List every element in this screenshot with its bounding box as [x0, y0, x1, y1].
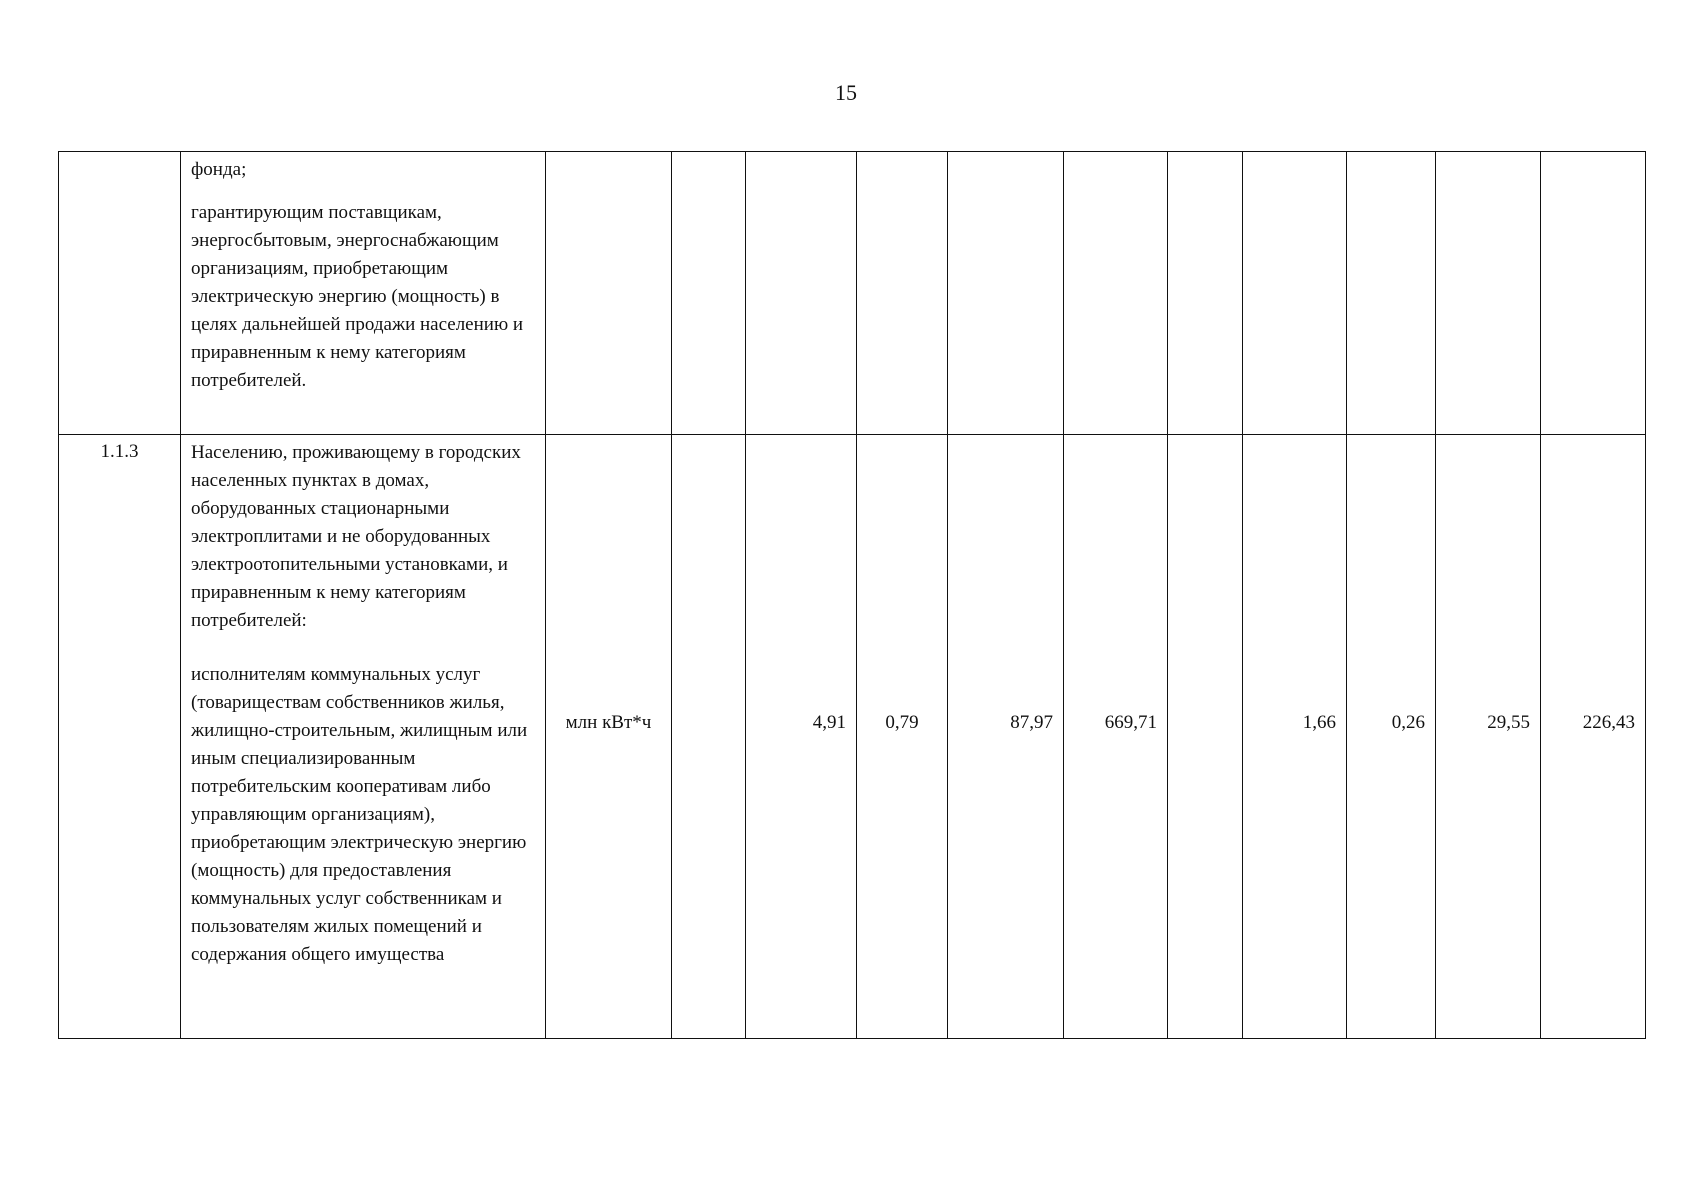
value-cell — [672, 435, 746, 1039]
value-cell — [948, 152, 1064, 435]
description-cell — [181, 152, 546, 435]
value-text: 0,26 — [1391, 712, 1425, 733]
data-table — [58, 151, 1646, 1039]
value-cell — [1541, 435, 1646, 1039]
description-cell — [181, 435, 546, 1039]
value-cell — [1064, 152, 1168, 435]
description-paragraph: фонда; — [191, 159, 247, 180]
value-cell — [857, 435, 948, 1039]
row-number-cell — [59, 152, 181, 435]
value-text: 29,55 — [1487, 712, 1530, 733]
value-cell — [1347, 435, 1436, 1039]
description-paragraph: Населению, проживающему в городских населенных пунктах в домах, оборудованных стационарными электроплитами и не оборудованных электроотопительными установками, и приравненным к нему категориям потребителей: — [191, 442, 521, 631]
value-cell — [1064, 435, 1168, 1039]
description-paragraph: исполнителям коммунальных услуг (товариществам собственников жилья, жилищно-строительным, жилищным или иным специализированным потребительским кооперативам либо управляющим организациям), приобретающим электрическую энергию (мощность) для предоставления коммунальных услуг собственникам и пользователям жилых помещений и содержания общего имущества — [191, 664, 528, 965]
page-number: 15 — [835, 80, 857, 105]
value-cell — [746, 435, 857, 1039]
value-cell — [1243, 152, 1347, 435]
description-paragraph: гарантирующим поставщикам, энергосбытовым, энергоснабжающим организациям, приобретающим электрическую энергию (мощность) в целях дальнейшей продажи населению и приравненным к нему категориям потребителей. — [191, 202, 524, 391]
unit-label: млн кВт*ч — [565, 712, 652, 733]
value-cell — [948, 435, 1064, 1039]
unit-cell — [546, 435, 672, 1039]
table-row — [59, 435, 1646, 1039]
row-number-cell: 1.1.3 — [59, 435, 181, 1039]
value-cell — [857, 152, 948, 435]
value-text: 1,66 — [1302, 712, 1336, 733]
table-row — [59, 152, 1646, 435]
value-cell — [1347, 152, 1436, 435]
value-text: 0,79 — [885, 712, 919, 733]
value-cell — [672, 152, 746, 435]
value-text: 226,43 — [1582, 712, 1635, 733]
value-cell — [1168, 152, 1243, 435]
value-cell — [1168, 435, 1243, 1039]
unit-cell — [546, 152, 672, 435]
value-text: 4,91 — [812, 712, 846, 733]
value-text: 87,97 — [1010, 712, 1053, 733]
value-cell — [1541, 152, 1646, 435]
value-cell — [1243, 435, 1347, 1039]
value-cell — [1436, 435, 1541, 1039]
value-cell — [1436, 152, 1541, 435]
value-text: 669,71 — [1104, 712, 1157, 733]
value-cell — [746, 152, 857, 435]
